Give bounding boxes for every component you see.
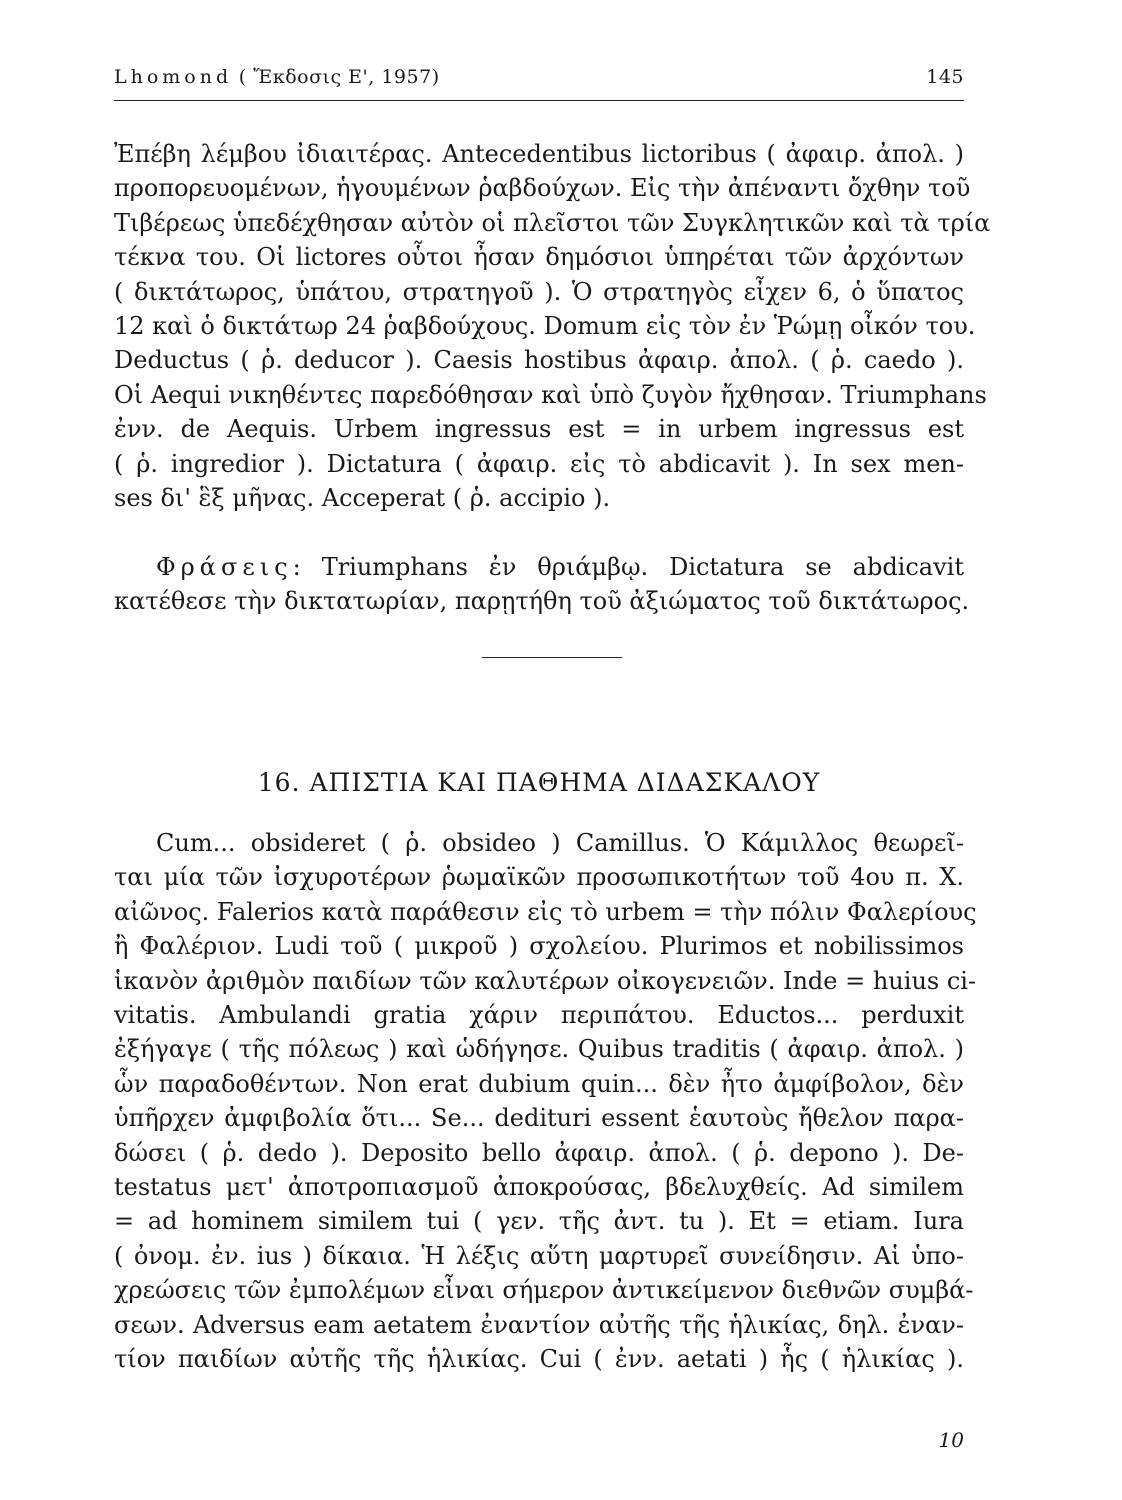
text-line: χρεώσεις τῶν ἐμπολέμων εἶναι σήμερον ἀντικείμενον διεθνῶν συμβά- — [114, 1276, 974, 1305]
text-line: ἐνν. de Aequis. Urbem ingressus est = in urbem ingressus est — [114, 415, 964, 444]
edition-info: ( Ἔκδοσις Ε', 1957) — [238, 66, 440, 88]
commentary-paragraph-2 — [114, 826, 977, 1377]
text-line: 12 καὶ ὁ δικτάτωρ 24 ῥαβδούχους. Domum εἰς τὸν ἐν Ῥώμῃ οἶκόν του. — [114, 312, 976, 341]
text-line: κατέθεσε τὴν δικτατωρίαν, παρῃτήθη τοῦ ἀξιώματος τοῦ δικτάτωρος. — [114, 587, 970, 616]
section-separator — [482, 657, 622, 658]
text-line: ὧν παραδοθέντων. Non erat dubium quin... δὲν ἦτο ἀμφίβολον, δὲν — [114, 1069, 964, 1098]
signature-mark: 10 — [938, 1428, 964, 1452]
text-line: τίον παιδίων αὐτῆς τῆς ἡλικίας. Cui ( ἐνν. aetati ) ἧς ( ἡλικίας ). — [114, 1345, 964, 1374]
text-line: Τιβέρεως ὑπεδέχθησαν αὐτὸν οἱ πλεῖστοι τῶν Συγκλητικῶν καὶ τὰ τρία — [114, 208, 991, 237]
text-line: testatus μετ' ἀποτροπιασμοῦ ἀποκρούσας, βδελυχθείς. Ad similem — [114, 1173, 964, 1202]
text-line — [114, 550, 964, 584]
text-line: ἱκανὸν ἀριθμὸν παιδίων τῶν καλυτέρων οἰκογενειῶν. Inde = huius ci- — [114, 966, 977, 995]
author-name: Lhomond — [114, 66, 233, 88]
text-line: ὑπῆρχεν ἀμφιβολία ὅτι... Se... dedituri essent ἑαυτοὺς ἤθελον παρα- — [114, 1104, 964, 1133]
text-line: Οἱ Aequi νικηθέντες παρεδόθησαν καὶ ὑπὸ ζυγὸν ἤχθησαν. Triumphans — [114, 380, 987, 409]
text-line: ἢ Φαλέριον. Ludi τοῦ ( μικροῦ ) σχολείου. Plurimos et nobilissimos — [114, 932, 964, 961]
text-line: ( ὀνομ. ἐν. ius ) δίκαια. Ἡ λέξις αὕτη μαρτυρεῖ συνείδησιν. Αἱ ὑπο- — [114, 1241, 964, 1270]
header-rule — [114, 100, 964, 101]
commentary-paragraph-1 — [114, 137, 991, 515]
page-number: 145 — [926, 66, 964, 88]
text-line: ( δικτάτωρος, ὑπάτου, στρατηγοῦ ). Ὁ στρατηγὸς εἶχεν 6, ὁ ὕπατος — [114, 277, 964, 306]
text-line: σεων. Adversus eam aetatem ἐναντίον αὐτῆς τῆς ἡλικίας, δηλ. ἐναν- — [114, 1310, 964, 1339]
text-line: Ἐπέβη λέμβου ἰδιαιτέρας. Antecedentibus lictoribus ( ἀφαιρ. ἀπολ. ) — [114, 140, 964, 168]
running-head-left — [114, 66, 440, 88]
text-line: ( ῥ. ingredior ). Dictatura ( ἀφαιρ. εἰς τὸ abdicavit ). In sex men- — [114, 449, 964, 478]
text-line: δώσει ( ῥ. dedo ). Deposito bello ἀφαιρ. ἀπολ. ( ῥ. depono ). De- — [114, 1138, 964, 1167]
text-line: = ad hominem similem tui ( γεν. τῆς ἀντ. tu ). Et = etiam. Iura — [114, 1207, 964, 1236]
text-line: vitatis. Ambulandi gratia χάριν περιπάτου. Eductos... perduxit — [114, 1001, 964, 1030]
phrases-paragraph — [114, 550, 970, 619]
phrases-label: Φράσεις — [156, 553, 293, 581]
text-line: προπορευομένων, ἡγουμένων ῥαβδούχων. Εἰς τὴν ἀπέναντι ὄχθην τοῦ — [114, 174, 971, 203]
section-heading: 16. ΑΠΙΣΤΙΑ ΚΑΙ ΠΑΘΗΜΑ ΔΙΔΑΣΚΑΛΟΥ — [257, 768, 821, 797]
text-line: ἐξήγαγε ( τῆς πόλεως ) καὶ ὡδήγησε. Quibus traditis ( ἀφαιρ. ἀπολ. ) — [114, 1035, 964, 1064]
text-line: Cum... obsideret ( ῥ. obsideo ) Camillus. Ὁ Κάμιλλος θεωρεῖ- — [156, 829, 964, 857]
text-line: Deductus ( ῥ. deducor ). Caesis hostibus ἀφαιρ. ἀπολ. ( ῥ. caedo ). — [114, 346, 964, 375]
phrases-line-1: : Triumphans ἐν θριάμβῳ. Dictatura se abdicavit — [292, 553, 964, 581]
text-line: ται μία τῶν ἰσχυροτέρων ῥωμαϊκῶν προσωπικοτήτων τοῦ 4ου π. Χ. — [114, 863, 964, 892]
running-head — [114, 66, 964, 98]
text-line: αἰῶνος. Falerios κατὰ παράθεσιν εἰς τὸ urbem = τὴν πόλιν Φαλερίους — [114, 897, 977, 926]
text-line: ses δι' ἓξ μῆνας. Acceperat ( ῥ. accipio ). — [114, 484, 611, 513]
text-line: τέκνα του. Οἱ lictores οὗτοι ἦσαν δημόσιοι ὑπηρέται τῶν ἀρχόντων — [114, 243, 964, 272]
